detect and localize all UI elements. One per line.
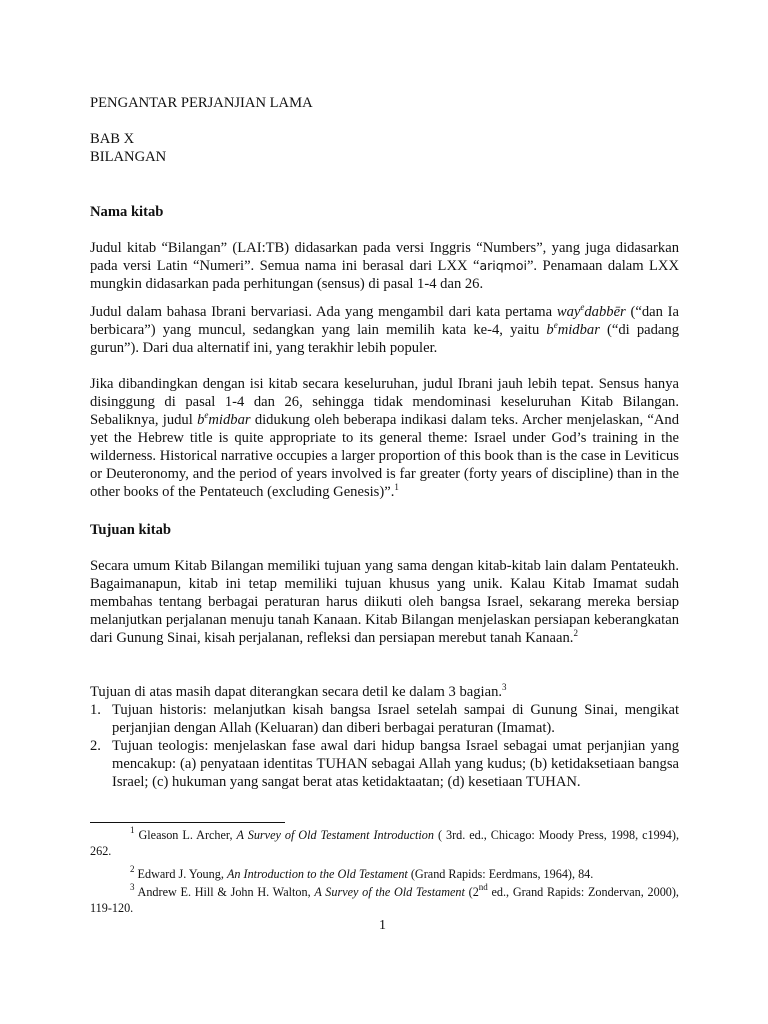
- list-text: Tujuan teologis: menjelaskan fase awal dari hidup bangsa Israel sebagai umat perjanjian yang mencakup: (a) penyataan identitas TUHAN sebagai Allah yang kudus; (b) ketidaksetiaan bangsa Israel; (c) hukuman yang sangat berat atas ketidaktaatan; (d) kesetiaan TUHAN.: [112, 738, 679, 790]
- paragraph-text: Secara umum Kitab Bilangan memiliki tujuan yang sama dengan kitab-kitab lain dalam Pentateukh. Bagaimanapun, kitab ini tetap memiliki tujuan khusus yang unik. Kalau Kitab Imamat sudah membahas tentang berbagai peraturan harus diikuti oleh bangsa Israel, sekarang mereka bersiap melanjutkan perjalanan menuju tanah Kanaan. Kitab Bilangan menjelaskan persiapan keberangkatan dari Gunung Sinai, kisah perjalanan, refleksi dan persiapan merebut tanah Kanaan.: [90, 558, 679, 646]
- list-number: 1.: [90, 702, 101, 718]
- footnote-text: ( 3rd. ed., Chicago: Moody Press, 1998, c1994), 262.: [90, 828, 679, 858]
- footnote-ref[interactable]: 1: [394, 482, 399, 492]
- paragraph-text: (“dan Ia berbicara”) yang muncul, sedangkan yang lain memilih kata ke-4, yaitu: [90, 304, 679, 338]
- term-part: way: [556, 304, 581, 320]
- paragraph-nama-3: [90, 375, 679, 501]
- term-part: b: [546, 322, 554, 338]
- footnote-text: Edward J. Young,: [134, 867, 227, 881]
- term-part: b: [197, 412, 205, 428]
- hebrew-term-waydabber: [557, 304, 626, 320]
- term-superscript: e: [204, 410, 209, 420]
- footnote-3: [90, 884, 679, 916]
- footnote-book-title: An Introduction to the Old Testament: [226, 867, 408, 881]
- term-part: midbar: [208, 412, 251, 428]
- footnote-separator: [90, 822, 285, 823]
- list-item: [90, 701, 679, 737]
- footnote-text: (Grand Rapids: Eerdmans, 1964), 84.: [407, 867, 594, 881]
- paragraph-text: (“di padang gurun”). Dari dua alternatif ini, yang terakhir lebih populer.: [90, 322, 679, 356]
- document-title: PENGANTAR PERJANJIAN LAMA: [90, 95, 313, 111]
- footnote-text: (2: [464, 885, 479, 899]
- section-heading-tujuan-kitab: Tujuan kitab: [90, 522, 171, 538]
- list-item: [90, 737, 679, 791]
- term-superscript: e: [580, 302, 585, 312]
- page-number: 1: [379, 918, 386, 933]
- paragraph-text: Judul kitab “Bilangan” (LAI:TB) didasarkan pada versi Inggris “Numbers”, yang juga didasarkan pada versi Latin “Numeri”. Semua nama ini berasal dari LXX “: [90, 240, 679, 274]
- paragraph-text: Jika dibandingkan dengan isi kitab secara keseluruhan, judul Ibrani jauh lebih tepat. Sensus hanya disinggung di pasal 1-4 dan 26, sehingga tidak mendominasi keseluruhan Kitab Bilangan. Sebaliknya, judul: [90, 376, 679, 428]
- greek-term: ariqmoi: [479, 258, 527, 273]
- paragraph-tujuan-1: [90, 557, 679, 647]
- paragraph-text: ”. Penamaan dalam LXX mungkin didasarkan pada perhitungan (sensus) di pasal 1-4 dan 26.: [90, 258, 679, 292]
- term-part: midbar: [557, 322, 600, 338]
- footnote-1: [90, 827, 679, 859]
- footnote-number: 3: [130, 882, 135, 892]
- chapter-label: BAB X: [90, 131, 135, 147]
- paragraph-text: didukung oleh beberapa indikasi dalam teks. Archer menjelaskan, “And yet the Hebrew title is quite appropriate to its general theme: Israel under God’s training in the wilderness. Historical narrative occupies a larger proportion of this book than is the case in Leviticus or Deuteronomy, and the period of years involved is far greater (forty years of discipline) than in the other books of the Pentateuch (excluding Genesis)”.: [90, 412, 679, 500]
- hebrew-term-bemidbar: [197, 412, 250, 428]
- paragraph-text: Tujuan di atas masih dapat diterangkan secara detil ke dalam 3 bagian.: [90, 684, 503, 700]
- paragraph-nama-1: [90, 239, 679, 293]
- footnote-number: 2: [130, 864, 135, 874]
- book-name: BILANGAN: [90, 149, 167, 165]
- paragraph-text: Judul dalam bahasa Ibrani bervariasi. Ada yang mengambil dari kata pertama: [90, 304, 557, 320]
- footnote-text: Gleason L. Archer,: [134, 828, 237, 842]
- footnote-ref[interactable]: 2: [573, 628, 578, 638]
- footnote-book-title: A Survey of the Old Testament: [314, 885, 465, 899]
- list-text: Tujuan historis: melanjutkan kisah bangsa Israel setelah sampai di Gunung Sinai, mengikat perjanjian dengan Allah (Keluaran) dan diberi berbagai peraturan (Imamat).: [112, 702, 679, 736]
- footnote-book-title: A Survey of Old Testament Introduction: [236, 828, 434, 842]
- footnote-number: 1: [130, 825, 135, 835]
- term-superscript: e: [553, 320, 558, 330]
- section-heading-nama-kitab: Nama kitab: [90, 204, 164, 220]
- footnote-ref[interactable]: 3: [502, 682, 507, 692]
- term-part: dabbēr: [584, 304, 626, 320]
- paragraph-nama-2: [90, 303, 679, 357]
- list-number: 2.: [90, 738, 101, 754]
- hebrew-term-bemidbar: [546, 322, 599, 338]
- paragraph-tujuan-2: [90, 683, 679, 701]
- footnote-superscript: nd: [478, 882, 488, 892]
- footnote-text: Andrew E. Hill & John H. Walton,: [134, 885, 315, 899]
- footnote-2: [90, 866, 679, 882]
- footnote-text: ed., Grand Rapids: Zondervan, 2000), 119-120.: [90, 885, 679, 915]
